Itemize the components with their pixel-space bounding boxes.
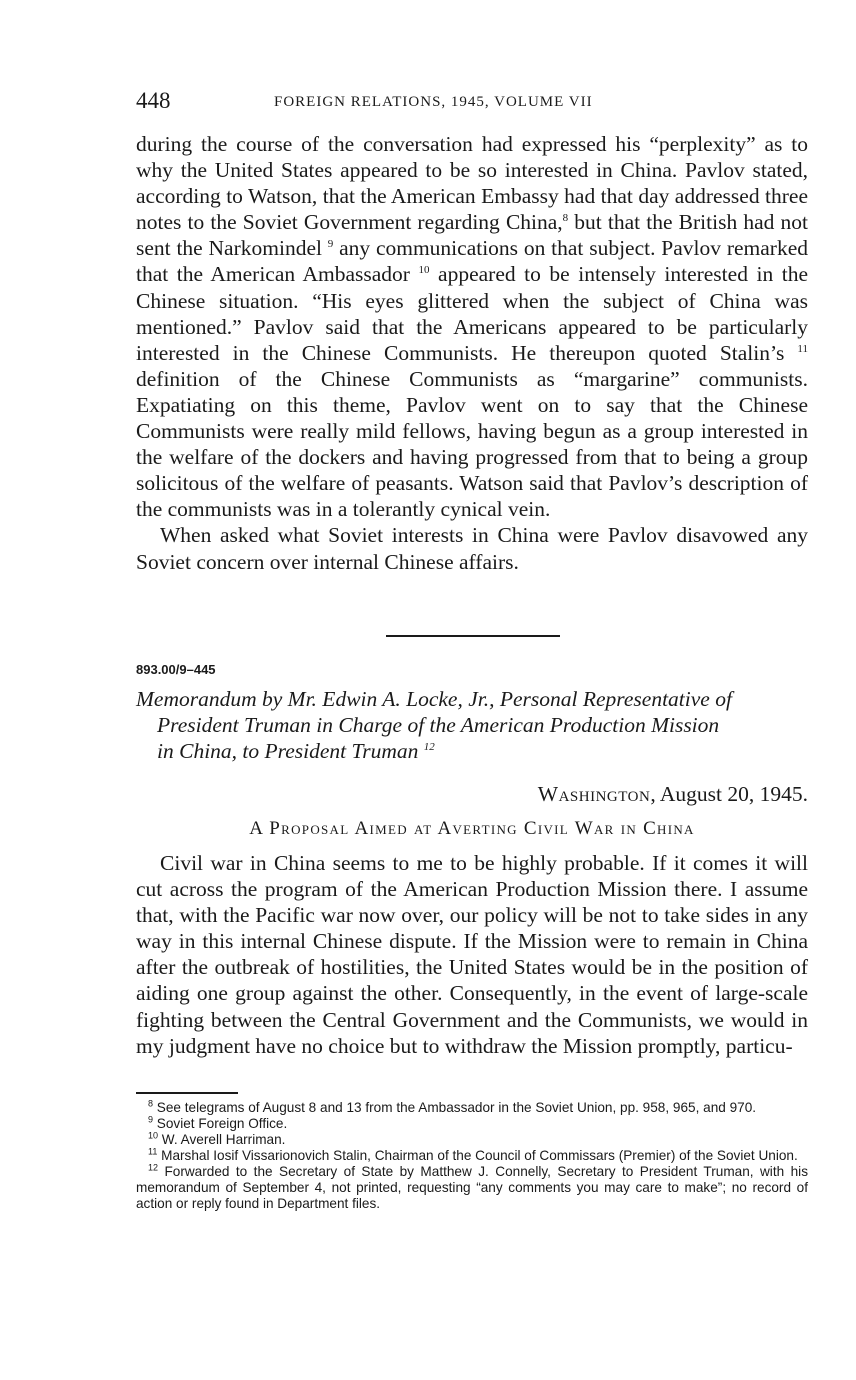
title-line: President Truman in Charge of the American Production Mission (157, 713, 720, 737)
footnote-ref: 12 (423, 740, 435, 753)
footnote-rule (136, 1092, 238, 1094)
footnote: $^8$ See telegrams of August 8 and 13 from the Ambassador in the Soviet Union, pp. 958, 965, and 970. (148, 1098, 757, 1115)
footnotes (136, 1100, 808, 1212)
running-header (136, 88, 808, 118)
dateline (538, 782, 808, 807)
footnote: $^{12}$ Forwarded to the Secretary of State by Matthew J. Connelly, Secretary to President Truman, with his memorandum of September 4, not printed, requesting “any comments you may care to make”; no record of action or reply found in Department files. (136, 1162, 808, 1211)
continued-text (136, 131, 808, 575)
memorandum-body (136, 850, 808, 1059)
document-title (136, 686, 808, 764)
paragraph: during the course of the conversation had expressed his “perplexity” as to why the United States appeared to be so interested in China. Pavlov stated, according to Watson, that the American Embassy had that day addressed three notes to the Soviet Government regarding China,$^8$ but that the British had not sent the Narkomindel $^9$ any communications on that subject. Pavlov remarked that the American Ambassador $^{10}$ appeared to be intensely interested in the Chinese situation. “His eyes glittered when the subject of China was mentioned.” Pavlov said that the Americans appeared to be particularly interested in the Chinese Communists. He thereupon quoted Stalin’s $^{11}$ definition of the Chinese Communists as “margarine” communists. Expatiating on this theme, Pavlov went on to say that the Chinese Communists were really mild fellows, having begun as a group interested in the welfare of the dockers and having progressed from that to being a group solicitous of the welfare of peasants. Watson said that Pavlov’s description of the communists was in a tolerantly cynical vein. (136, 132, 808, 522)
paragraph: When asked what Soviet interests in China were Pavlov disavowed any Soviet concern over internal Chinese affairs. (136, 523, 808, 574)
footnote-ref: 10 (418, 264, 430, 277)
footnote: $^{11}$ Marshal Iosif Vissarionovich Stalin, Chairman of the Council of Commissars (Premier) of the Soviet Union. (148, 1146, 798, 1163)
section-heading: A Proposal Aimed at Averting Civil War in China (249, 818, 695, 839)
page-number: 448 (136, 88, 171, 113)
file-number: 893.00/9–445 (136, 662, 216, 677)
dateline-place: Washington (537, 782, 651, 806)
paragraph: Civil war in China seems to me to be highly probable. If it comes it will cut across the program of the American Production Mission there. I assume that, with the Pacific war now over, our policy will be not to take sides in any way in this internal Chinese dispute. If the Mission were to remain in China after the outbreak of hostilities, the United States would be in the position of aiding one group against the other. Consequently, in the event of large-scale fighting between the Central Government and the Communists, we would in my judgment have no choice but to withdraw the Mission promptly, particu- (136, 851, 808, 1058)
section-divider (386, 635, 560, 637)
footnote: $^{10}$ W. Averell Harriman. (148, 1130, 286, 1147)
running-title: FOREIGN RELATIONS, 1945, VOLUME VII (274, 94, 593, 110)
footnote: $^9$ Soviet Foreign Office. (148, 1114, 288, 1131)
dateline-date: , August 20, 1945. (650, 782, 808, 806)
footnote-ref: 9 (327, 238, 334, 251)
title-line: Memorandum by Mr. Edwin A. Locke, Jr., Personal Representative of (136, 687, 732, 711)
footnote-ref: 8 (562, 212, 569, 225)
footnote-ref: 11 (797, 342, 808, 355)
title-line: in China, to President Truman $^{12}$ (157, 739, 435, 763)
